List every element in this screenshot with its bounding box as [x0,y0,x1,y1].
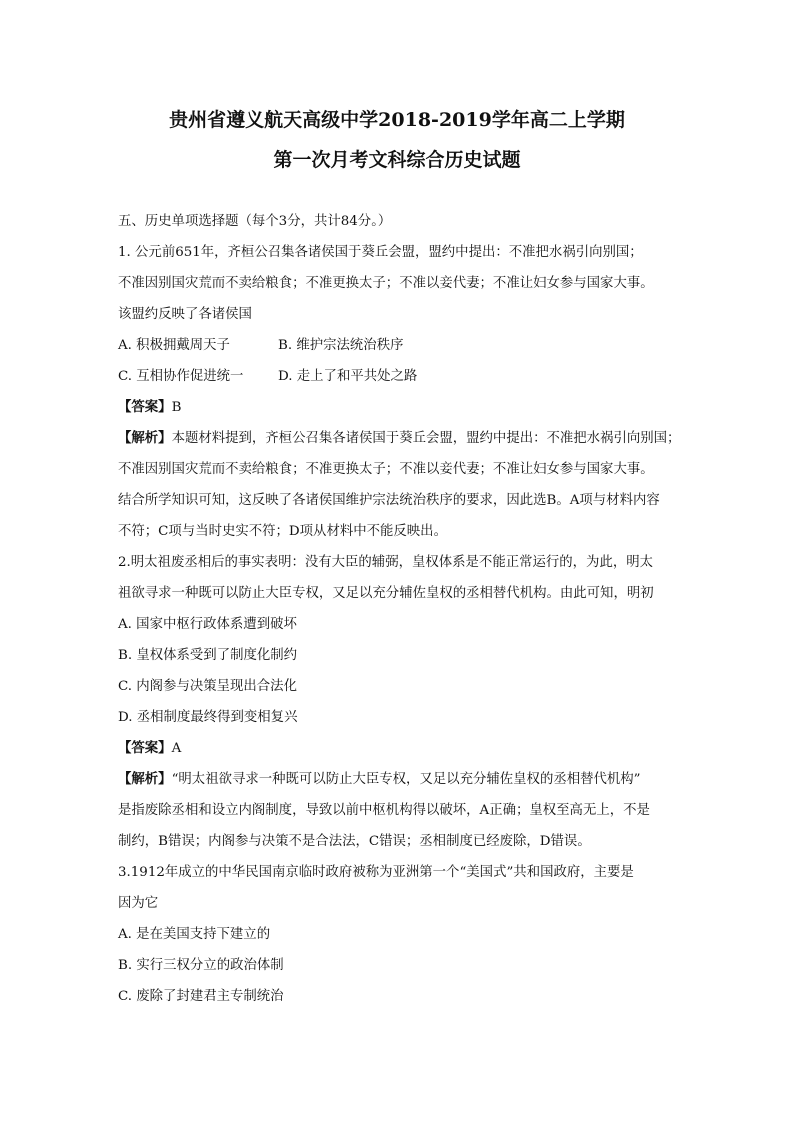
question-stem-line: 该盟约反映了各诸侯国 [118,307,252,322]
question-1 [118,237,681,547]
analysis-line: 是指废除丞相和设立内阁制度，导致以前中枢机构得以破坏，A正确；皇权至高无上，不是 [118,803,650,818]
analysis-label: 【解析】 [118,430,172,446]
analysis-line: 不符；C项与当时史实不符；D项从材料中不能反映出。 [118,524,447,539]
option-a: A. 国家中枢行政体系遭到破坏 [118,617,297,632]
question-stem-line: 2.明太祖废丞相后的事实表明：没有大臣的辅弼，皇权体系是不能正常运行的，为此，明太 [118,555,654,570]
option-row [118,330,674,361]
option-c: C. 废除了封建君主专制统治 [118,989,284,1004]
document-title-line2: 第一次月考文科综合历史试题 [273,149,521,171]
answer-label: 【答案】 [118,740,172,756]
analysis-line [118,423,681,454]
question-stem-line: 祖欲寻求一种既可以防止大臣专权，又足以充分辅佐皇权的丞相替代机构。由此可知，明初 [118,586,654,601]
option-d: D. 丞相制度最终得到变相复兴 [118,710,298,725]
document-title-line1: 贵州省遵义航天高级中学2018-2019学年高二上学期 [169,109,625,131]
analysis-label: 【解析】 [118,771,172,787]
option-c: C. 互相协作促进统一 [118,369,244,384]
analysis-line [118,764,674,795]
option-b: B. 实行三权分立的政治体制 [118,958,284,973]
option-a: A. 是在美国支持下建立的 [118,927,271,942]
answer-line [118,733,674,764]
analysis-text: 本题材料提到，齐桓公召集各诸侯国于葵丘会盟，盟约中提出：不准把水祸引向别国； [171,431,681,446]
question-2 [118,547,674,857]
question-stem-line: 因为它 [118,896,159,911]
question-stem-line: 1. 公元前651年，齐桓公召集各诸侯国于葵丘会盟，盟约中提出：不准把水祸引向别国； [118,245,643,260]
question-stem-line: 3.1912年成立的中华民国南京临时政府被称为亚洲第一个“美国式”共和国政府，主要是 [118,865,634,880]
option-d: D. 走上了和平共处之路 [278,369,418,384]
analysis-line: 制约，B错误；内阁参与决策不是合法法，C错误；丞相制度已经废除，D错误。 [118,834,591,849]
option-a: A. 积极拥戴周天子 [118,338,230,353]
analysis-text: “明太祖欲寻求一种既可以防止大臣专权，又足以充分辅佐皇权的丞相替代机构” [171,772,641,787]
option-b: B. 维护宗法统治秩序 [278,338,404,353]
question-3 [118,857,674,1012]
answer-label: 【答案】 [118,399,172,415]
section-heading: 五、历史单项选择题（每个3分，共计84分。） [118,214,392,229]
analysis-line: 不准因别国灾荒而不卖给粮食；不准更换太子；不准以妾代妻；不准让妇女参与国家大事。 [118,462,654,477]
answer-line [118,392,674,423]
answer-value: B [171,400,182,415]
option-c: C. 内阁参与决策呈现出合法化 [118,679,297,694]
question-stem-line: 不准因别国灾荒而不卖给粮食；不准更换太子；不准以妾代妻；不准让妇女参与国家大事。 [118,276,654,291]
document-content [118,206,681,1012]
option-b: B. 皇权体系受到了制度化制约 [118,648,298,663]
answer-value: A [171,741,182,756]
analysis-line: 结合所学知识可知，这反映了各诸侯国维护宗法统治秩序的要求，因此选B。A项与材料内容 [118,493,660,508]
option-row [118,361,674,392]
